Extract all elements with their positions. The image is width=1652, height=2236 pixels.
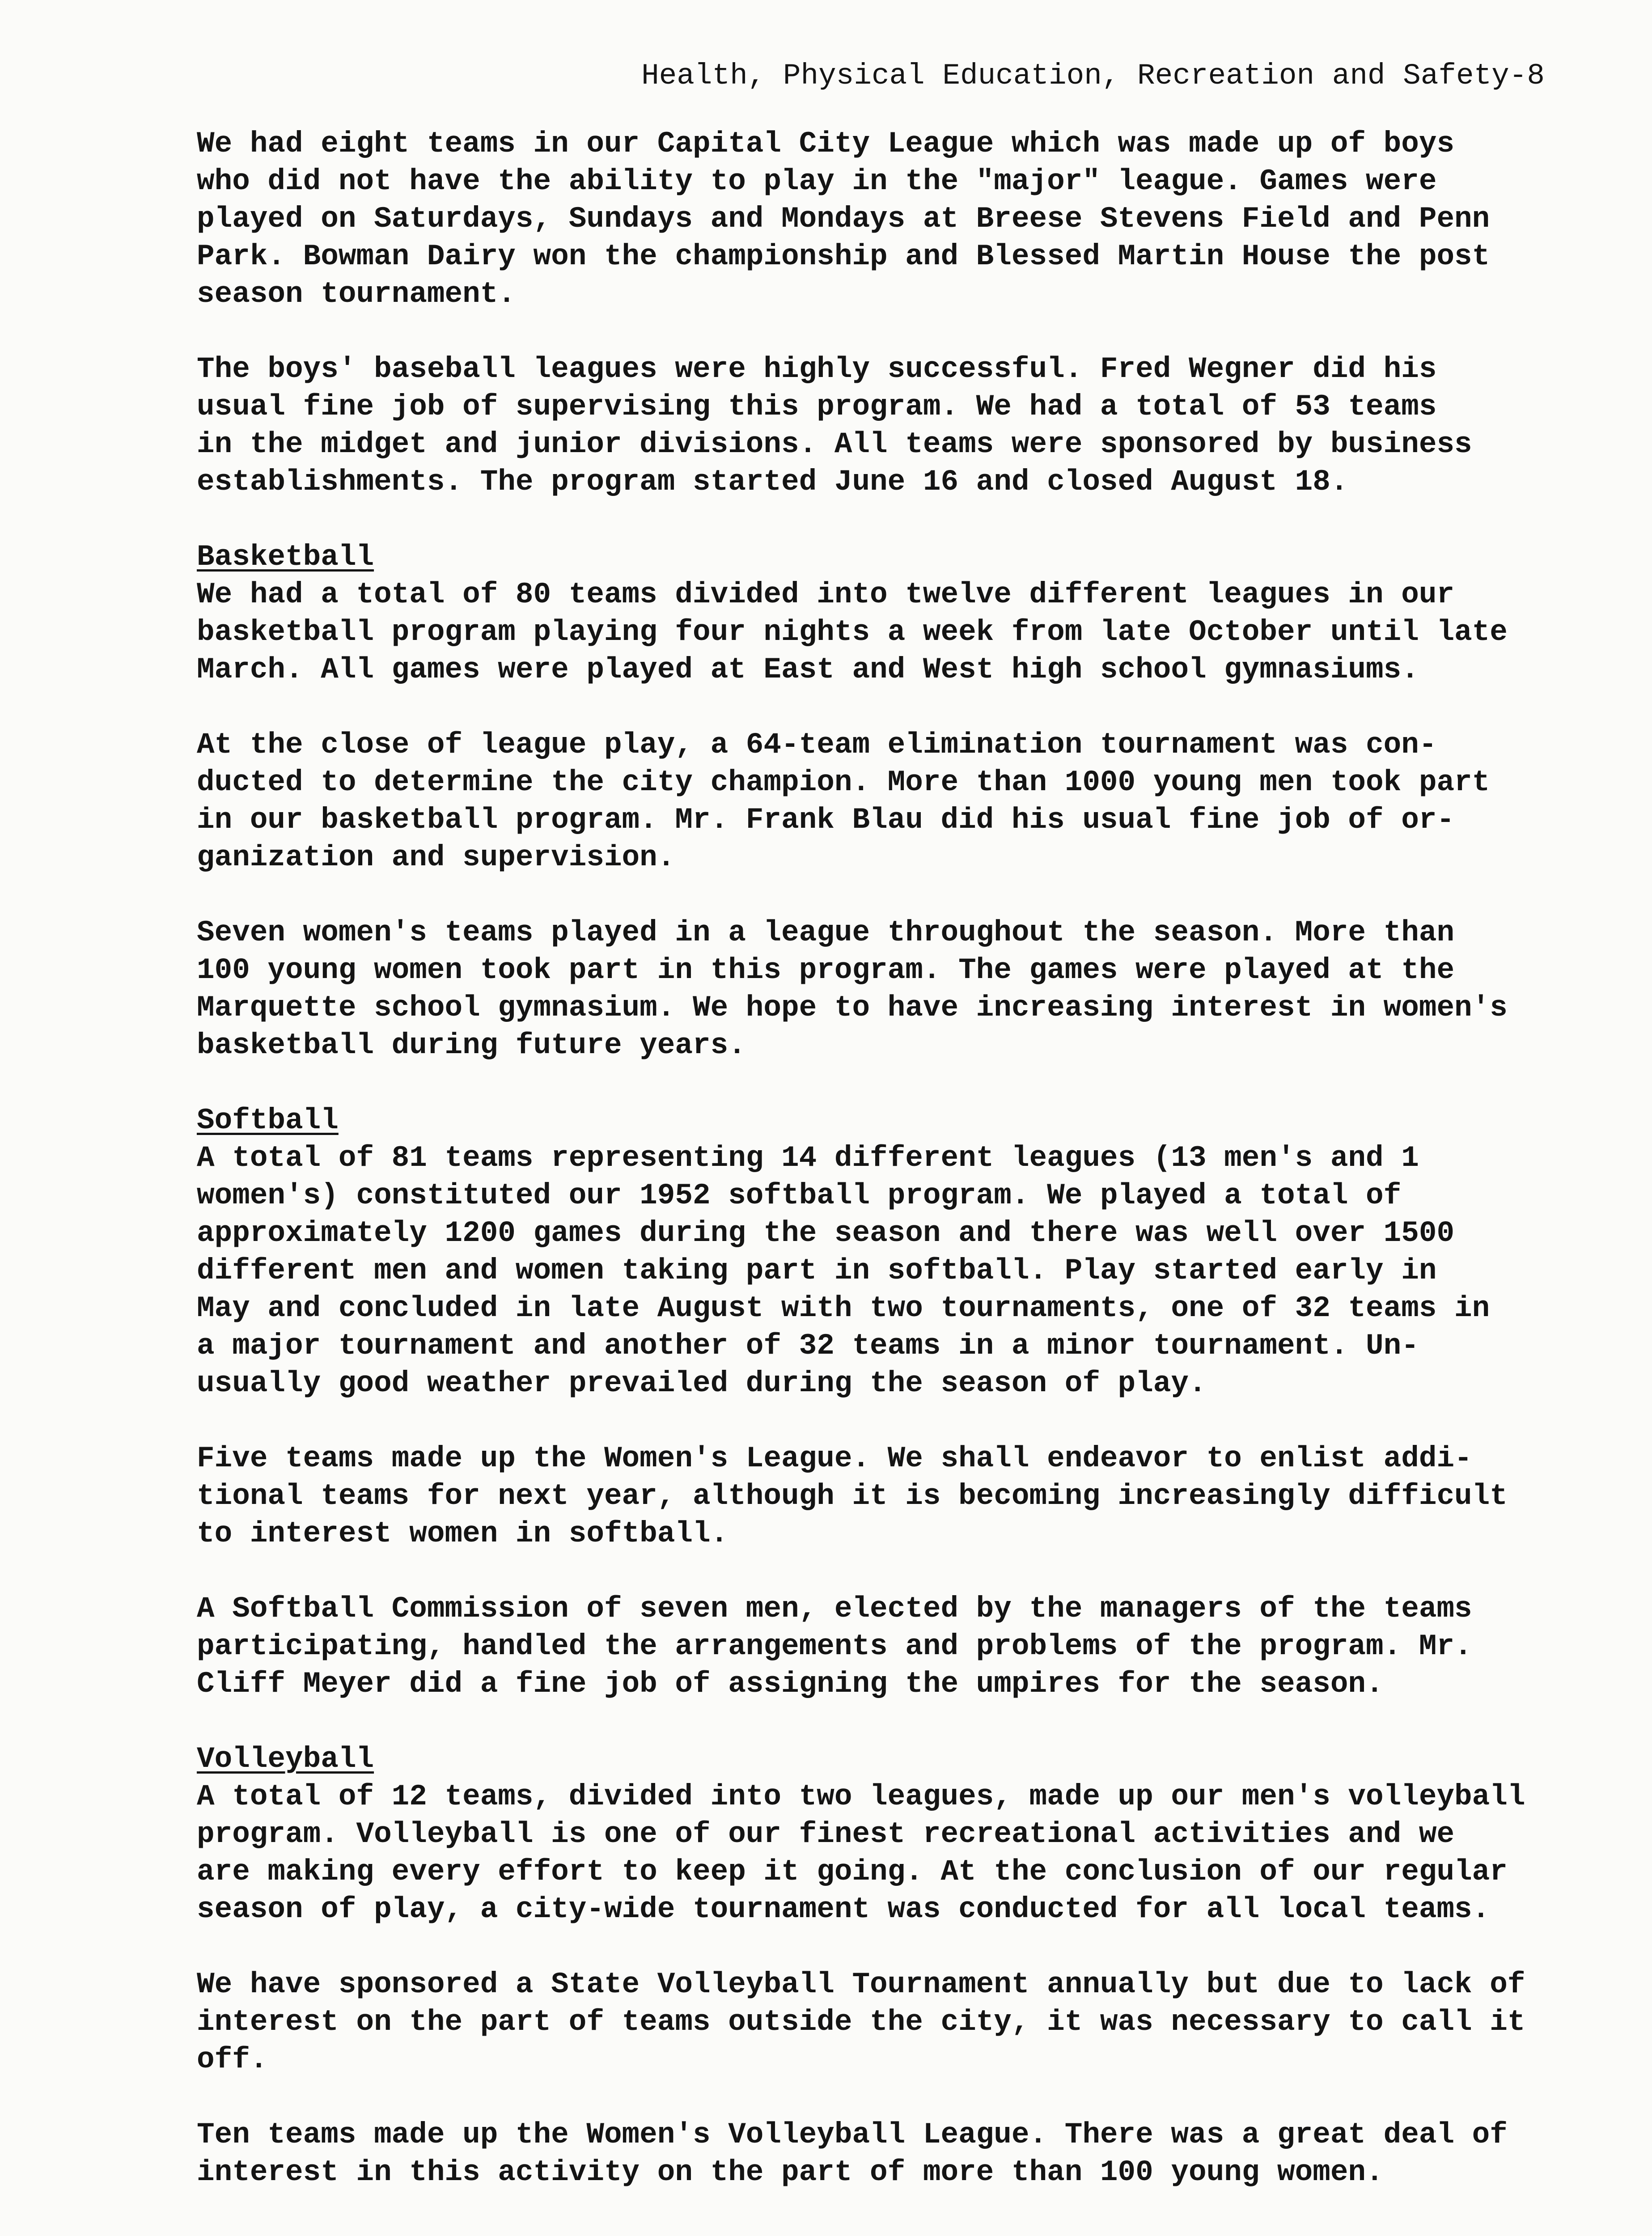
paragraph-softball-commission: A Softball Commission of seven men, elected by the managers of the teams participating, handled the arrangements and problems of the program. Mr. Cliff Meyer did a fine job of assigning the umpires for the season. [197,1592,1472,1701]
section-heading-basketball: Basketball [197,540,374,574]
paragraph-volleyball-men: A total of 12 teams, divided into two leagues, made up our men's volleyball program. Volleyball is one of our finest recreational activities and we are making every effort to keep it going. At the conclusion of our regular season of play, a city-wide tournament was conducted for all local teams. [197,1780,1525,1926]
paragraph-volleyball-state-tournament: We have sponsored a State Volleyball Tournament annually but due to lack of interest on the part of teams outside the city, it was necessary to call it off. [197,1968,1525,2076]
paragraph-basketball-teams: We had a total of 80 teams divided into twelve different leagues in our basketball program playing four nights a week from late October until late March. All games were played at East and West high school gymnasiums. [197,578,1508,686]
paragraph-basketball-tournament: At the close of league play, a 64-team elimination tournament was con- ducted to determine the city champion. More than 1000 young men took part in our basketball program. Mr. Frank Blau did his usual fine job of or- ganization and supervision. [197,728,1490,874]
document-body [197,125,1547,2229]
paragraph-volleyball-women: Ten teams made up the Women's Volleyball League. There was a great deal of interest in this activity on the part of more than 100 young women. [197,2118,1508,2189]
paragraph-softball-program: A total of 81 teams representing 14 different leagues (13 men's and 1 women's) constituted our 1952 softball program. We played a total of approximately 1200 games during the season and there was well over 1500 different men and women taking part in softball. Play started early in May and concluded in late August with two tournaments, one of 32 teams in a major tournament and another of 32 teams in a minor tournament. Un- usually good weather prevailed during the season of play. [197,1141,1490,1400]
section-heading-softball: Softball [197,1104,339,1137]
paragraph-basketball-women: Seven women's teams played in a league throughout the season. More than 100 young women took part in this program. The games were played at the Marquette school gymnasium. We hope to have increasing interest in women's basketball during future years. [197,916,1508,1062]
running-header: Health, Physical Education, Recreation and Safety-8 [641,59,1545,93]
section-heading-volleyball: Volleyball [197,1742,374,1776]
paragraph-capital-city-league: We had eight teams in our Capital City League which was made up of boys who did not have the ability to play in the "major" league. Games were played on Saturdays, Sundays and Mondays at Breese Stevens Field and Penn Park. Bowman Dairy won the championship and Blessed Martin House the post season tournament. [197,127,1490,311]
paragraph-boys-baseball: The boys' baseball leagues were highly successful. Fred Wegner did his usual fine job of supervising this program. We had a total of 53 teams in the midget and junior divisions. All teams were sponsored by business establishments. The program started June 16 and closed August 18. [197,352,1472,499]
paragraph-softball-women: Five teams made up the Women's League. We shall endeavor to enlist addi- tional teams for next year, although it is becoming increasingly difficult to interest women in softball. [197,1442,1508,1550]
